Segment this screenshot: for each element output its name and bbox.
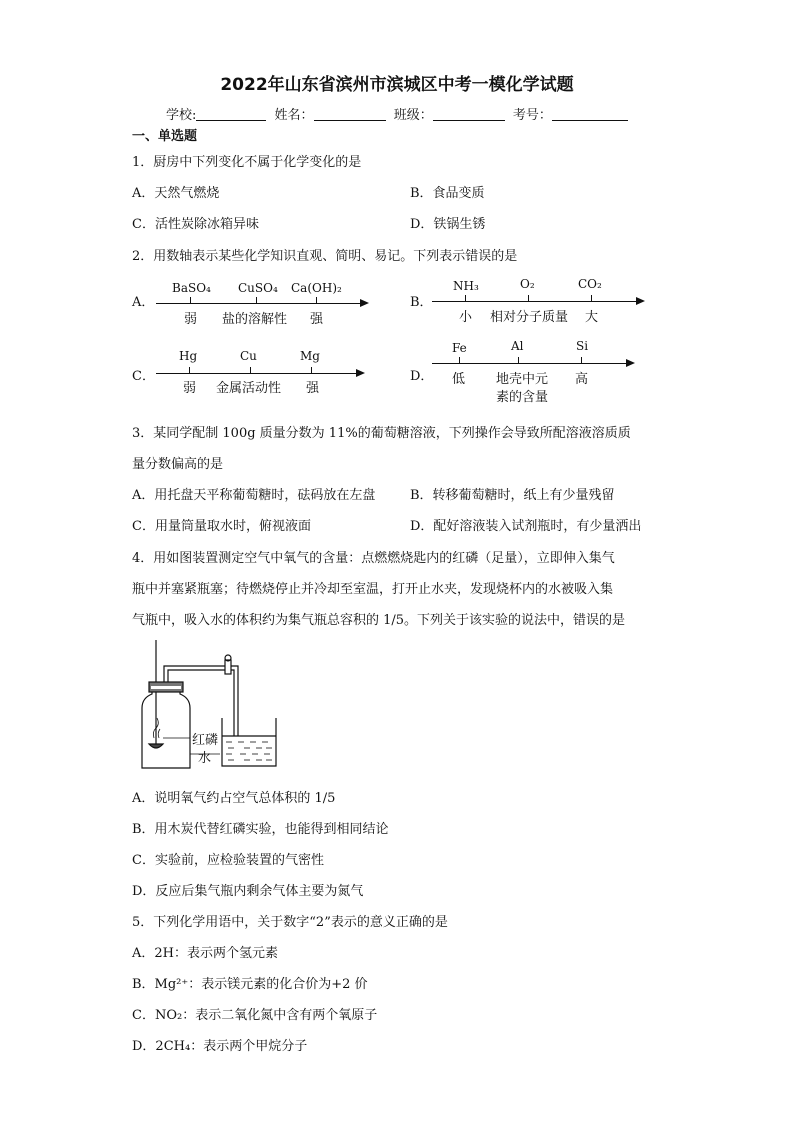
axis-top-label: Hg — [179, 349, 198, 363]
school-label: 学校: — [166, 108, 197, 123]
arrow-icon — [360, 299, 369, 307]
exam-no-field[interactable] — [552, 107, 628, 121]
q4-option-b[interactable]: B．用木炭代替红磷实验，也能得到相同结论 — [132, 822, 389, 837]
q4-option-c[interactable]: C．实验前，应检验装置的气密性 — [132, 853, 324, 868]
arrow-icon — [636, 297, 645, 305]
q5-stem: 5．下列化学用语中，关于数字“2”表示的意义正确的是 — [132, 915, 448, 930]
axis-bottom-label: 低 — [452, 372, 466, 387]
axis-top-label: BaSO₄ — [172, 281, 211, 295]
axis-tick — [250, 367, 251, 373]
axis-bottom-label: 弱 — [183, 381, 197, 396]
q4-stem: 4．用如图装置测定空气中氧气的含量：点燃燃烧匙内的红磷（足量），立即伸入集气 — [132, 551, 615, 566]
axis-bottom-label: 素的含量 — [496, 390, 549, 405]
q2-stem: 2．用数轴表示某些化学知识直观、简明、易记。下列表示错误的是 — [132, 249, 518, 264]
q1-stem: 1．厨房中下列变化不属于化学变化的是 — [132, 155, 362, 170]
burning-spoon — [149, 744, 163, 748]
axis-tick — [190, 297, 191, 303]
axis-top-label: O₂ — [520, 277, 535, 291]
axis-top-label: Ca(OH)₂ — [291, 281, 342, 295]
q1-option-a[interactable]: A．天然气燃烧 — [132, 186, 220, 201]
name-field[interactable] — [314, 107, 386, 121]
arrow-icon — [356, 369, 365, 377]
water-stop-clamp — [225, 660, 231, 674]
axis-bottom-label: 小 — [459, 310, 473, 325]
page-title: 2022年山东省滨州市滨城区中考一模化学试题 — [220, 75, 574, 95]
axis-tick — [459, 357, 460, 363]
q1-option-c[interactable]: C．活性炭除冰箱异味 — [132, 217, 259, 232]
q1-option-d[interactable]: D．铁锅生锈 — [410, 217, 486, 232]
q4-stem: 气瓶中，吸入水的体积约为集气瓶总容积的 1/5。下列关于该实验的说法中，错误的是 — [132, 613, 626, 628]
axis-tick — [518, 357, 519, 363]
axis-line — [432, 363, 628, 364]
q2-option-a[interactable]: A． — [132, 295, 155, 310]
q3-option-b[interactable]: B．转移葡萄糖时，纸上有少量残留 — [410, 488, 615, 503]
axis-tick — [311, 367, 312, 373]
axis-top-label: Al — [511, 339, 524, 353]
axis-top-label: Cu — [240, 349, 257, 363]
axis-tick — [256, 297, 257, 303]
q3-stem: 量分数偏高的是 — [132, 457, 224, 472]
axis-bottom-label: 金属活动性 — [216, 381, 282, 396]
name-label: 姓名： — [274, 108, 314, 123]
q5-option-d[interactable]: D．2CH₄：表示两个甲烷分子 — [132, 1039, 308, 1054]
q3-option-a[interactable]: A．用托盘天平称葡萄糖时，砝码放在左盘 — [132, 488, 376, 503]
axis-tick — [528, 295, 529, 301]
q4-stem: 瓶中并塞紧瓶塞；待燃烧停止并冷却至室温，打开止水夹，发现烧杯内的水被吸入集 — [132, 582, 614, 597]
q2-option-c[interactable]: C． — [132, 369, 155, 384]
axis-line — [156, 373, 358, 374]
connecting-tube — [164, 666, 238, 736]
axis-top-label: NH₃ — [453, 279, 479, 293]
axis-top-label: CuSO₄ — [238, 281, 278, 295]
axis-tick — [591, 295, 592, 301]
axis-bottom-label: 强 — [306, 381, 320, 396]
q3-stem: 3．某同学配制 100g 质量分数为 11%的葡萄糖溶液，下列操作会导致所配溶液溶质质 — [132, 426, 631, 441]
axis-bottom-label: 强 — [310, 312, 324, 327]
exam-no-label: 考号： — [512, 108, 552, 123]
label-red-phosphorus: 红磷 — [192, 733, 219, 748]
q2-option-b[interactable]: B． — [410, 295, 433, 310]
q5-option-c[interactable]: C．NO₂：表示二氧化氮中含有两个氧原子 — [132, 1008, 378, 1023]
class-label: 班级： — [393, 108, 433, 123]
axis-line — [432, 301, 638, 302]
class-field[interactable] — [433, 107, 505, 121]
axis-top-label: CO₂ — [578, 277, 602, 291]
q3-option-d[interactable]: D．配好溶液装入试剂瓶时，有少量洒出 — [410, 519, 642, 534]
axis-tick — [465, 295, 466, 301]
q5-option-a[interactable]: A．2H：表示两个氢元素 — [132, 946, 278, 961]
axis-top-label: Fe — [452, 341, 467, 355]
axis-bottom-label: 高 — [575, 372, 589, 387]
axis-top-label: Si — [576, 339, 589, 353]
q3-option-c[interactable]: C．用量筒量取水时，俯视液面 — [132, 519, 311, 534]
q1-option-b[interactable]: B．食品变质 — [410, 186, 485, 201]
axis-tick — [189, 367, 190, 373]
school-field[interactable] — [196, 107, 266, 121]
q4-option-d[interactable]: D．反应后集气瓶内剩余气体主要为氮气 — [132, 884, 364, 899]
label-water: 水 — [198, 751, 212, 766]
water-hatch — [226, 742, 272, 760]
gas-bottle — [142, 690, 190, 768]
axis-bottom-label: 大 — [585, 310, 599, 325]
section-heading: 一、单选题 — [132, 129, 198, 144]
q4-option-a[interactable]: A．说明氧气约占空气总体积的 1/5 — [132, 791, 336, 806]
axis-bottom-label: 相对分子质量 — [490, 310, 569, 325]
axis-bottom-label: 弱 — [184, 312, 198, 327]
axis-bottom-label: 盐的溶解性 — [222, 312, 288, 327]
q5-option-b[interactable]: B．Mg²⁺：表示镁元素的化合价为+2 价 — [132, 977, 368, 992]
axis-bottom-label: 地壳中元 — [496, 372, 549, 387]
axis-tick — [581, 357, 582, 363]
axis-top-label: Mg — [300, 349, 320, 363]
arrow-icon — [626, 359, 635, 367]
axis-tick — [316, 297, 317, 303]
q2-option-d[interactable]: D． — [410, 369, 434, 384]
axis-line — [156, 303, 362, 304]
student-info-line — [166, 104, 632, 123]
